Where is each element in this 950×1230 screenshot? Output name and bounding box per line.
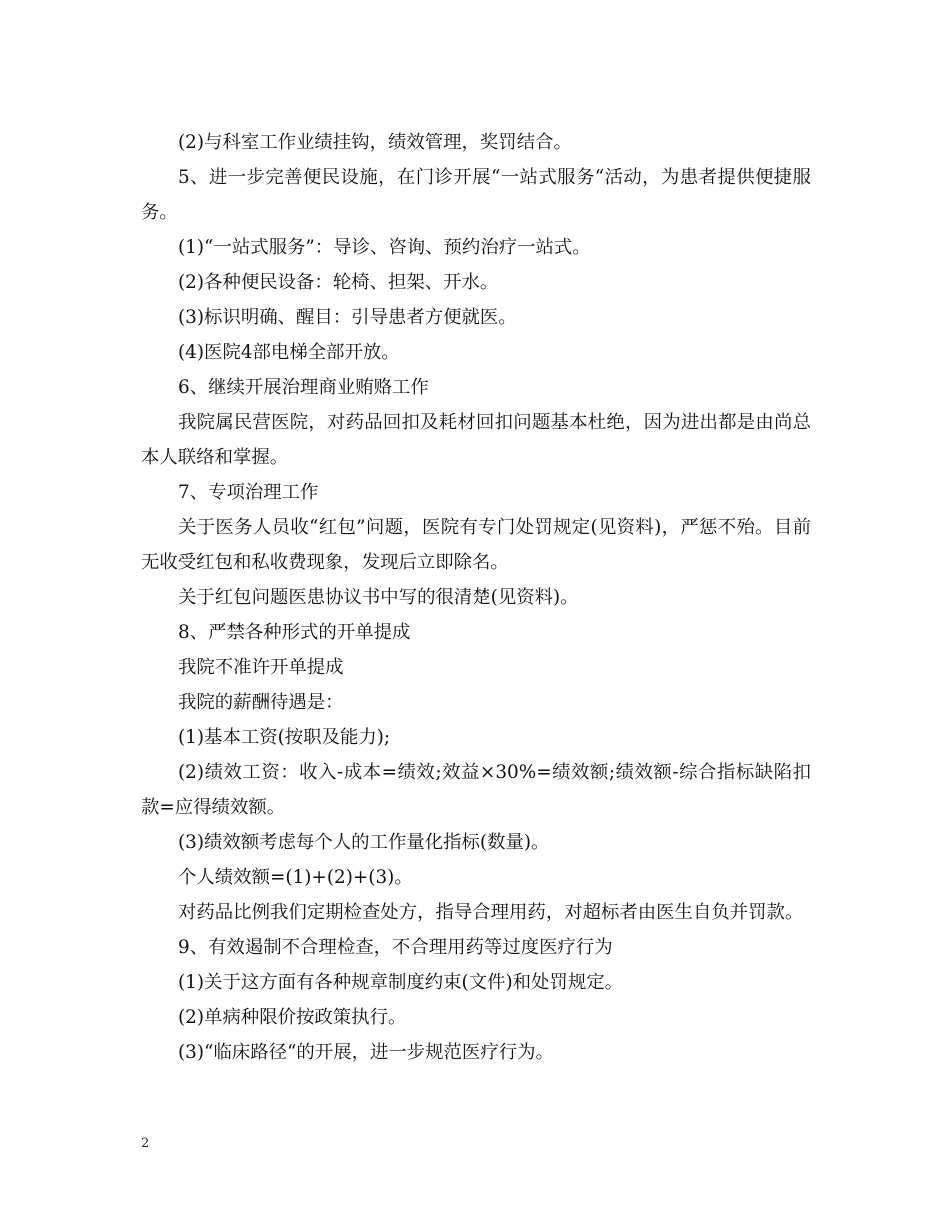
page-number: 2 xyxy=(141,1136,150,1151)
paragraph: (1)“一站式服务”：导诊、咨询、预约治疗一站式。 xyxy=(178,237,591,258)
paragraph: (3)绩效额考虑每个人的工作量化指标(数量)。 xyxy=(178,832,550,853)
document-body xyxy=(141,125,811,1070)
paragraph: 我院的薪酬待遇是： xyxy=(178,692,344,713)
paragraph: (2)与科室工作业绩挂钩，绩效管理，奖罚结合。 xyxy=(178,132,572,153)
paragraph: 对药品比例我们定期检查处方，指导合理用药，对超标者由医生自负并罚款。 xyxy=(178,902,804,923)
paragraph: (2)绩效工资：收入-成本=绩效;效益×30%=绩效额;绩效额-综合指标缺陷扣款=应得绩效额。 xyxy=(141,762,811,818)
paragraph: 关于红包问题医患协议书中写的很清楚(见资料)。 xyxy=(178,587,579,608)
section-heading: 6、继续开展治理商业贿赂工作 xyxy=(178,377,429,398)
paragraph: 个人绩效额=(1)+(2)+(3)。 xyxy=(178,867,413,888)
paragraph: (2)各种便民设备：轮椅、担架、开水。 xyxy=(178,272,499,293)
paragraph: (2)单病种限价按政策执行。 xyxy=(178,1007,407,1028)
paragraph: 关于医务人员收“红包”问题，医院有专门处罚规定(见资料)，严惩不殆。目前无收受红包和私收费现象，发现后立即除名。 xyxy=(141,517,811,573)
paragraph: (1)基本工资(按职及能力); xyxy=(178,727,391,748)
paragraph: (1)关于这方面有各种规章制度约束(文件)和处罚规定。 xyxy=(178,972,623,993)
paragraph: (3)“临床路径“的开展，进一步规范医疗行为。 xyxy=(178,1042,554,1063)
paragraph: (4)医院4部电梯全部开放。 xyxy=(178,342,400,363)
paragraph: 我院不准许开单提成 xyxy=(178,657,344,678)
section-heading: 9、有效遏制不合理检查，不合理用药等过度医疗行为 xyxy=(178,937,613,958)
paragraph: (3)标识明确、醒目：引导患者方便就医。 xyxy=(178,307,517,328)
section-heading: 7、专项治理工作 xyxy=(178,482,319,503)
paragraph: 5、进一步完善便民设施，在门诊开展“一站式服务“活动，为患者提供便捷服务。 xyxy=(141,167,811,223)
section-heading: 8、严禁各种形式的开单提成 xyxy=(178,622,411,643)
paragraph: 我院属民营医院，对药品回扣及耗材回扣问题基本杜绝，因为进出都是由尚总本人联络和掌握。 xyxy=(141,412,811,468)
